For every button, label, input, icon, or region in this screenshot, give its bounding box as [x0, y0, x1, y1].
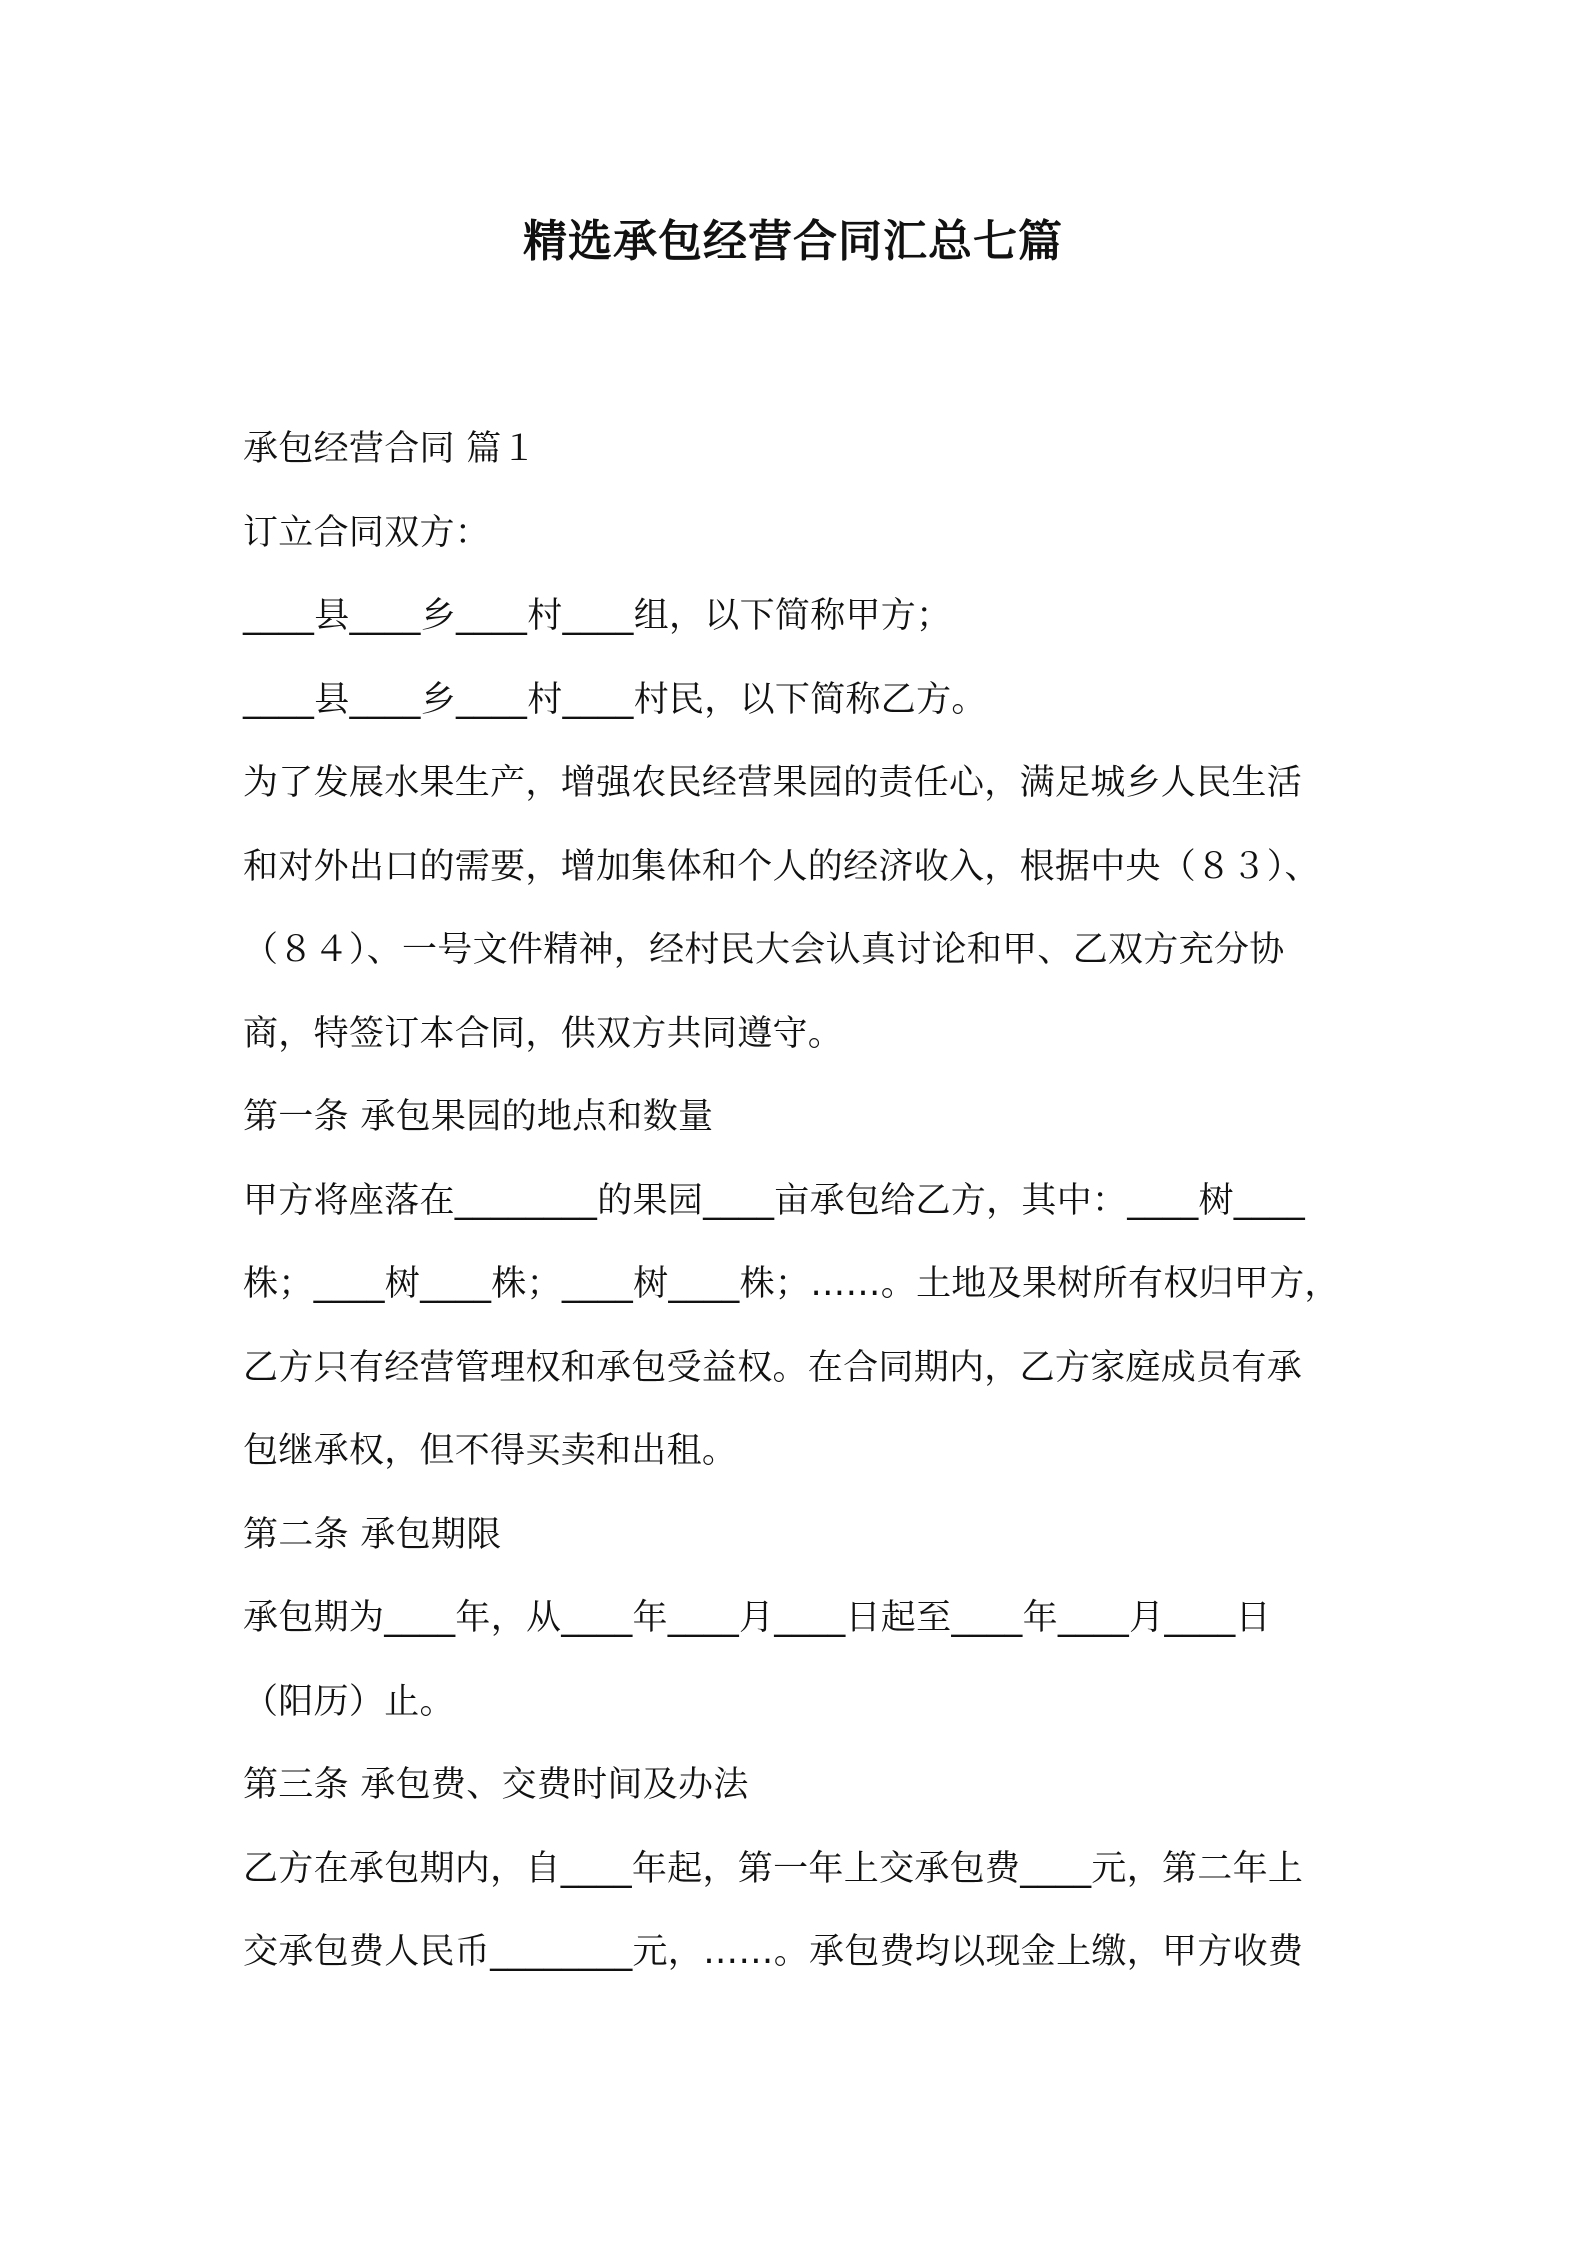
section-heading: 承包经营合同 篇１: [243, 429, 537, 469]
paragraph-line: 承包期为____年，从____年____月____日起至____年____月____日: [243, 1598, 1271, 1638]
paragraph-line: 株；____树____株；____树____株；……。土地及果树所有权归甲方，: [243, 1264, 1340, 1304]
paragraph-line: 乙方在承包期内，自____年起，第一年上交承包费____元，第二年上: [243, 1848, 1304, 1889]
paragraph-line: 甲方将座落在________的果园____亩承包给乙方，其中：____树____: [243, 1180, 1306, 1221]
article-heading: 第三条 承包费、交费时间及办法: [243, 1765, 749, 1805]
paragraph-line: 乙方只有经营管理权和承包受益权。在合同期内，乙方家庭成员有承: [243, 1347, 1303, 1388]
paragraph-line: 包继承权，但不得买卖和出租。: [243, 1431, 738, 1471]
paragraph-line: 交承包费人民币________元，……。承包费均以现金上缴，甲方收费: [243, 1932, 1304, 1972]
document-body: [243, 408, 1363, 1995]
paragraph-line: 订立合同双方：: [243, 512, 491, 553]
paragraph-line: 和对外出口的需要，增加集体和个人的经济收入，根据中央（８３）、: [243, 846, 1320, 887]
paragraph-line: 为了发展水果生产，增强农民经营果园的责任心，满足城乡人民生活: [243, 763, 1303, 803]
paragraph-line: （８４）、一号文件精神，经村民大会认真讨论和甲、乙双方充分协: [243, 930, 1285, 970]
article-heading: 第一条 承包果园的地点和数量: [243, 1097, 714, 1137]
paragraph-line: 商，特签订本合同，供双方共同遵守。: [243, 1013, 844, 1054]
paragraph-line: ____县____乡____村____村民，以下简称乙方。: [243, 679, 987, 720]
document-title: 精选承包经营合同汇总七篇: [523, 216, 1063, 267]
paragraph-line: （阳历）止。: [243, 1681, 455, 1722]
paragraph-line: ____县____乡____村____组，以下简称甲方；: [243, 596, 952, 636]
article-heading: 第二条 承包期限: [243, 1514, 502, 1555]
